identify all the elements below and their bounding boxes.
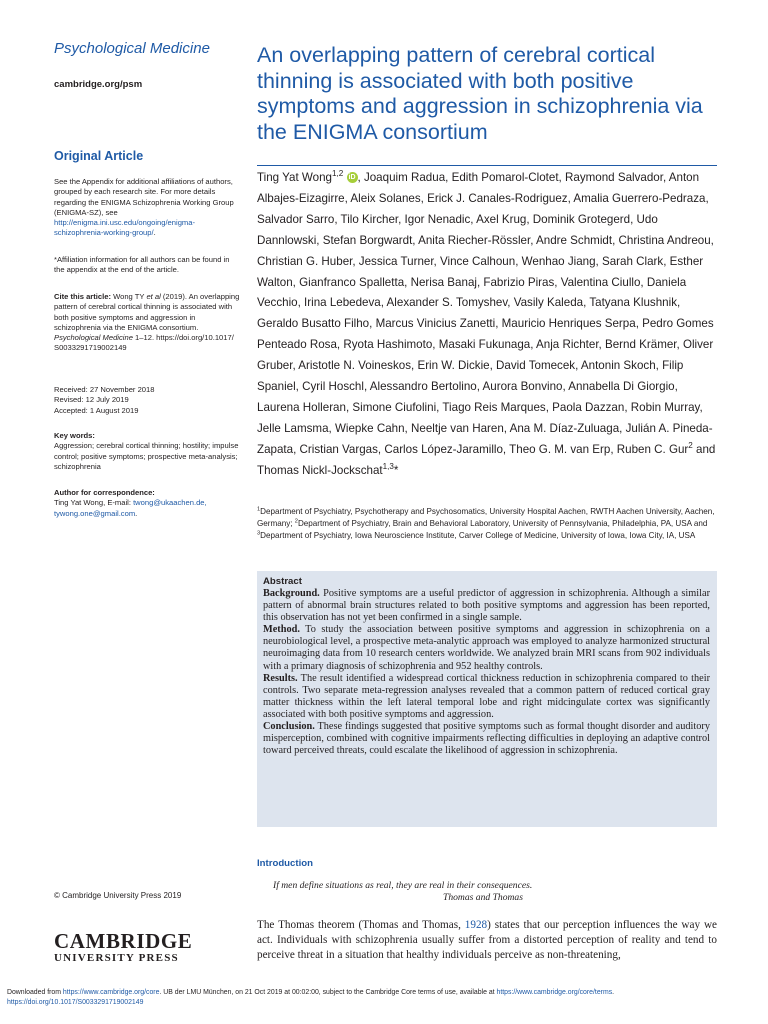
left-sidebar: [54, 40, 242, 518]
keywords: [54, 431, 242, 472]
cambridge-logo: CAMBRIDGE UNIVERSITY PRESS: [54, 929, 193, 964]
doi-link[interactable]: https://doi.org/10.1017/S0033291719002149: [7, 999, 144, 1006]
abstract-method: Method. To study the association between positive symptoms and aggression in schizophrenia on a neurobiological level, a prospective meta-analytic approach was employed to analyze harmonized structural neuroimaging data from 10 research centers worldwide. We analyzed brain MRI scans from 902 individuals with a primary diagnosis of schizophrenia and 952 healthy controls.: [263, 624, 710, 672]
cite-this-article: Cite this article: Wong TY et al (2019). An overlapping pattern of cerebral cortical thinning is associated with both positive symptoms and aggression in schizophrenia via the ENIGMA consortium. Psychological Medicine 1–12. https://doi.org/10.1017/ S0033291719002149: [54, 292, 240, 353]
abstract-results: Results. The result identified a widespread cortical thickness reduction in schizophrenia compared to their controls. Two separate meta-regression analyses revealed that a common pattern of reduced cortical gray matter thickness within the left lateral temporal lobe and right midcingulate cortex was significantly associated with both positive symptoms and aggression.: [263, 672, 710, 720]
citation-link[interactable]: 1928: [464, 919, 488, 931]
keywords-list: Aggression; cerebral cortical thinning; hostility; impulse control; positive symptoms; prospective meta-analysis; schizophrenia: [54, 441, 239, 471]
correspondence: Author for correspondence: Ting Yat Wong, E-mail: twong@ukaachen.de, tywong.one@gmail.com.: [54, 488, 207, 518]
cambridge-core-link[interactable]: https://www.cambridge.org/core: [62, 989, 160, 996]
terms-link[interactable]: https://www.cambridge.org/core/terms: [496, 989, 613, 996]
introduction-body: The Thomas theorem (Thomas and Thomas, 1928) states that our perception influences the way we act. Individuals with schizophrenia usually suffer from a distorted perception of reality and tend to perceive threat in a situation that healthy individuals perceive as non-threatening,: [257, 919, 717, 962]
affiliations: $^1$Department of Psychiatry, Psychotherapy and Psychosomatics, University Hospital Aachen, RWTH Aachen University, Aachen, Germany; $^2$Department of Psychiatry, Brain and Behavioral Laboratory, University of Pennsylvania, Philadelphia, PA, USA and $^3$Department of Psychiatry, Iowa Neuroscience Institute, Carver College of Medicine, University of Iowa, Iowa City, IA, USA: [257, 506, 715, 540]
epigraph-quote: If men define situations as real, they are real in their consequences.: [273, 880, 533, 891]
enigma-link[interactable]: http://enigma.ini.usc.edu/ongoing/enigma-schizophrenia-working-group/: [54, 218, 195, 238]
journal-name: Psychological Medicine: [54, 40, 210, 57]
abstract-heading: Abstract: [263, 576, 302, 587]
keywords-label: Key words:: [54, 431, 95, 440]
abstract-background: Background. Positive symptoms are a useful predictor of aggression in schizophrenia. Although a similar pattern of abnormal brain structures related to both positive symptoms and aggression has been reported, this observation has not yet been confirmed in a single sample.: [263, 588, 710, 624]
article-type: Original Article: [54, 149, 144, 163]
abstract-box: [257, 571, 717, 827]
email-link-1[interactable]: twong@ukaachen.de,: [133, 498, 207, 508]
correspondence-label: Author for correspondence:: [54, 488, 155, 497]
dates: [54, 385, 242, 416]
journal-site-link[interactable]: cambridge.org/psm: [54, 79, 143, 90]
appendix-note: See the Appendix for additional affiliations of authors, grouped by each research site. For more details regarding the ENIGMA Schizophrenia Working Group (ENIGMA-SZ), see http://enigma.ini.usc.edu/ongoing/enigma-schizophrenia-working-group/.: [54, 177, 234, 238]
title-divider: [257, 165, 717, 166]
article-title: An overlapping pattern of cerebral cortical thinning is associated with both positive symptoms and aggression in schizophrenia via the ENIGMA consortium: [257, 43, 703, 144]
copyright: © Cambridge University Press 2019: [54, 891, 182, 900]
abstract-body: [263, 588, 710, 757]
introduction-heading: Introduction: [257, 858, 313, 869]
revised-date: Revised: 12 July 2019: [54, 395, 129, 405]
download-footer: Downloaded from https://www.cambridge.org/core. UB der LMU München, on 21 Oct 2019 at 00:02:00, subject to the Cambridge Core terms of use, available at https://www.cambridge.org/core/terms. https://doi.org/10.1017/S0033291719002149: [7, 989, 615, 1006]
epigraph-attribution: Thomas and Thomas: [443, 892, 523, 903]
accepted-date: Accepted: 1 August 2019: [54, 405, 139, 415]
orcid-icon[interactable]: iD: [348, 174, 356, 182]
affiliation-note: *Affiliation information for all authors can be found in the appendix at the end of the article.: [54, 255, 230, 275]
epigraph: [257, 880, 717, 904]
author-list: Ting Yat Wong$^{1,2}$ iD , Joaquim Radua, Edith Pomarol-Clotet, Raymond Salvador, Anton Albajes-Eizagirre, Aleix Solanes, Erick J. Canales-Rodriguez, Amalia Guerrero-Pedraza, Salvador Sarro, Tilo Kircher, Igor Nenadic, Axel Krug, Dominik Grotegerd, Udo Dannlowski, Stefan Borgwardt, Anita Riecher-Rössler, Andre Schmidt, Christina Andreou, Christian G. Huber, Jessica Turner, Vince Calhoun, Wenhao Jiang, Sarah Clark, Esther Walton, Gianfranco Spalletta, Nerisa Banaj, Fabrizio Piras, Valentina Ciullo, Daniela Vecchio, Irina Lebedeva, Alexander S. Tomyshev, Vasily Kaleda, Tatyana Klushnik, Geraldo Busatto Filho, Marcus Vinicius Zanetti, Mauricio Henriques Serpa, Pedro Gomes Penteado Rosa, Ryota Hashimoto, Masaki Fukunaga, Anja Richter, Bernd Krämer, Oliver Gruber, Aristotle N. Voineskos, Erin W. Dickie, David Tomecek, Antonin Skoch, Filip Spaniel, Cyril Hoschl, Alessandro Bertolino, Aurora Bonvino, Annabella Di Giorgio, Laurena Holleran, Simone Ciufolini, Tiago Reis Marques, Paola Dazzan, Robin Murray, Jelle Lamsma, Wiepke Cahn, Neeltje van Haren, Ana M. Díaz-Zuluaga, Julián A. Pineda-Zapata, Cristian Vargas, Carlos López-Jaramillo, Theo G. M. van Erp, Ruben C. Gur$^2$ and Thomas Nickl-Jockschat$^{1,3}$*: [257, 169, 716, 477]
email-link-2[interactable]: tywong.one@gmail.com: [54, 508, 136, 518]
received-date: Received: 27 November 2018: [54, 385, 155, 394]
abstract-conclusion: Conclusion. These findings suggested that positive symptoms such as formal thought disorder and auditory misperception, combined with cognitive impairments reflecting difficulties in deploying an adaptive control toward perceived threats, could escalate the likelihood of aggression in schizophrenia.: [263, 721, 710, 757]
